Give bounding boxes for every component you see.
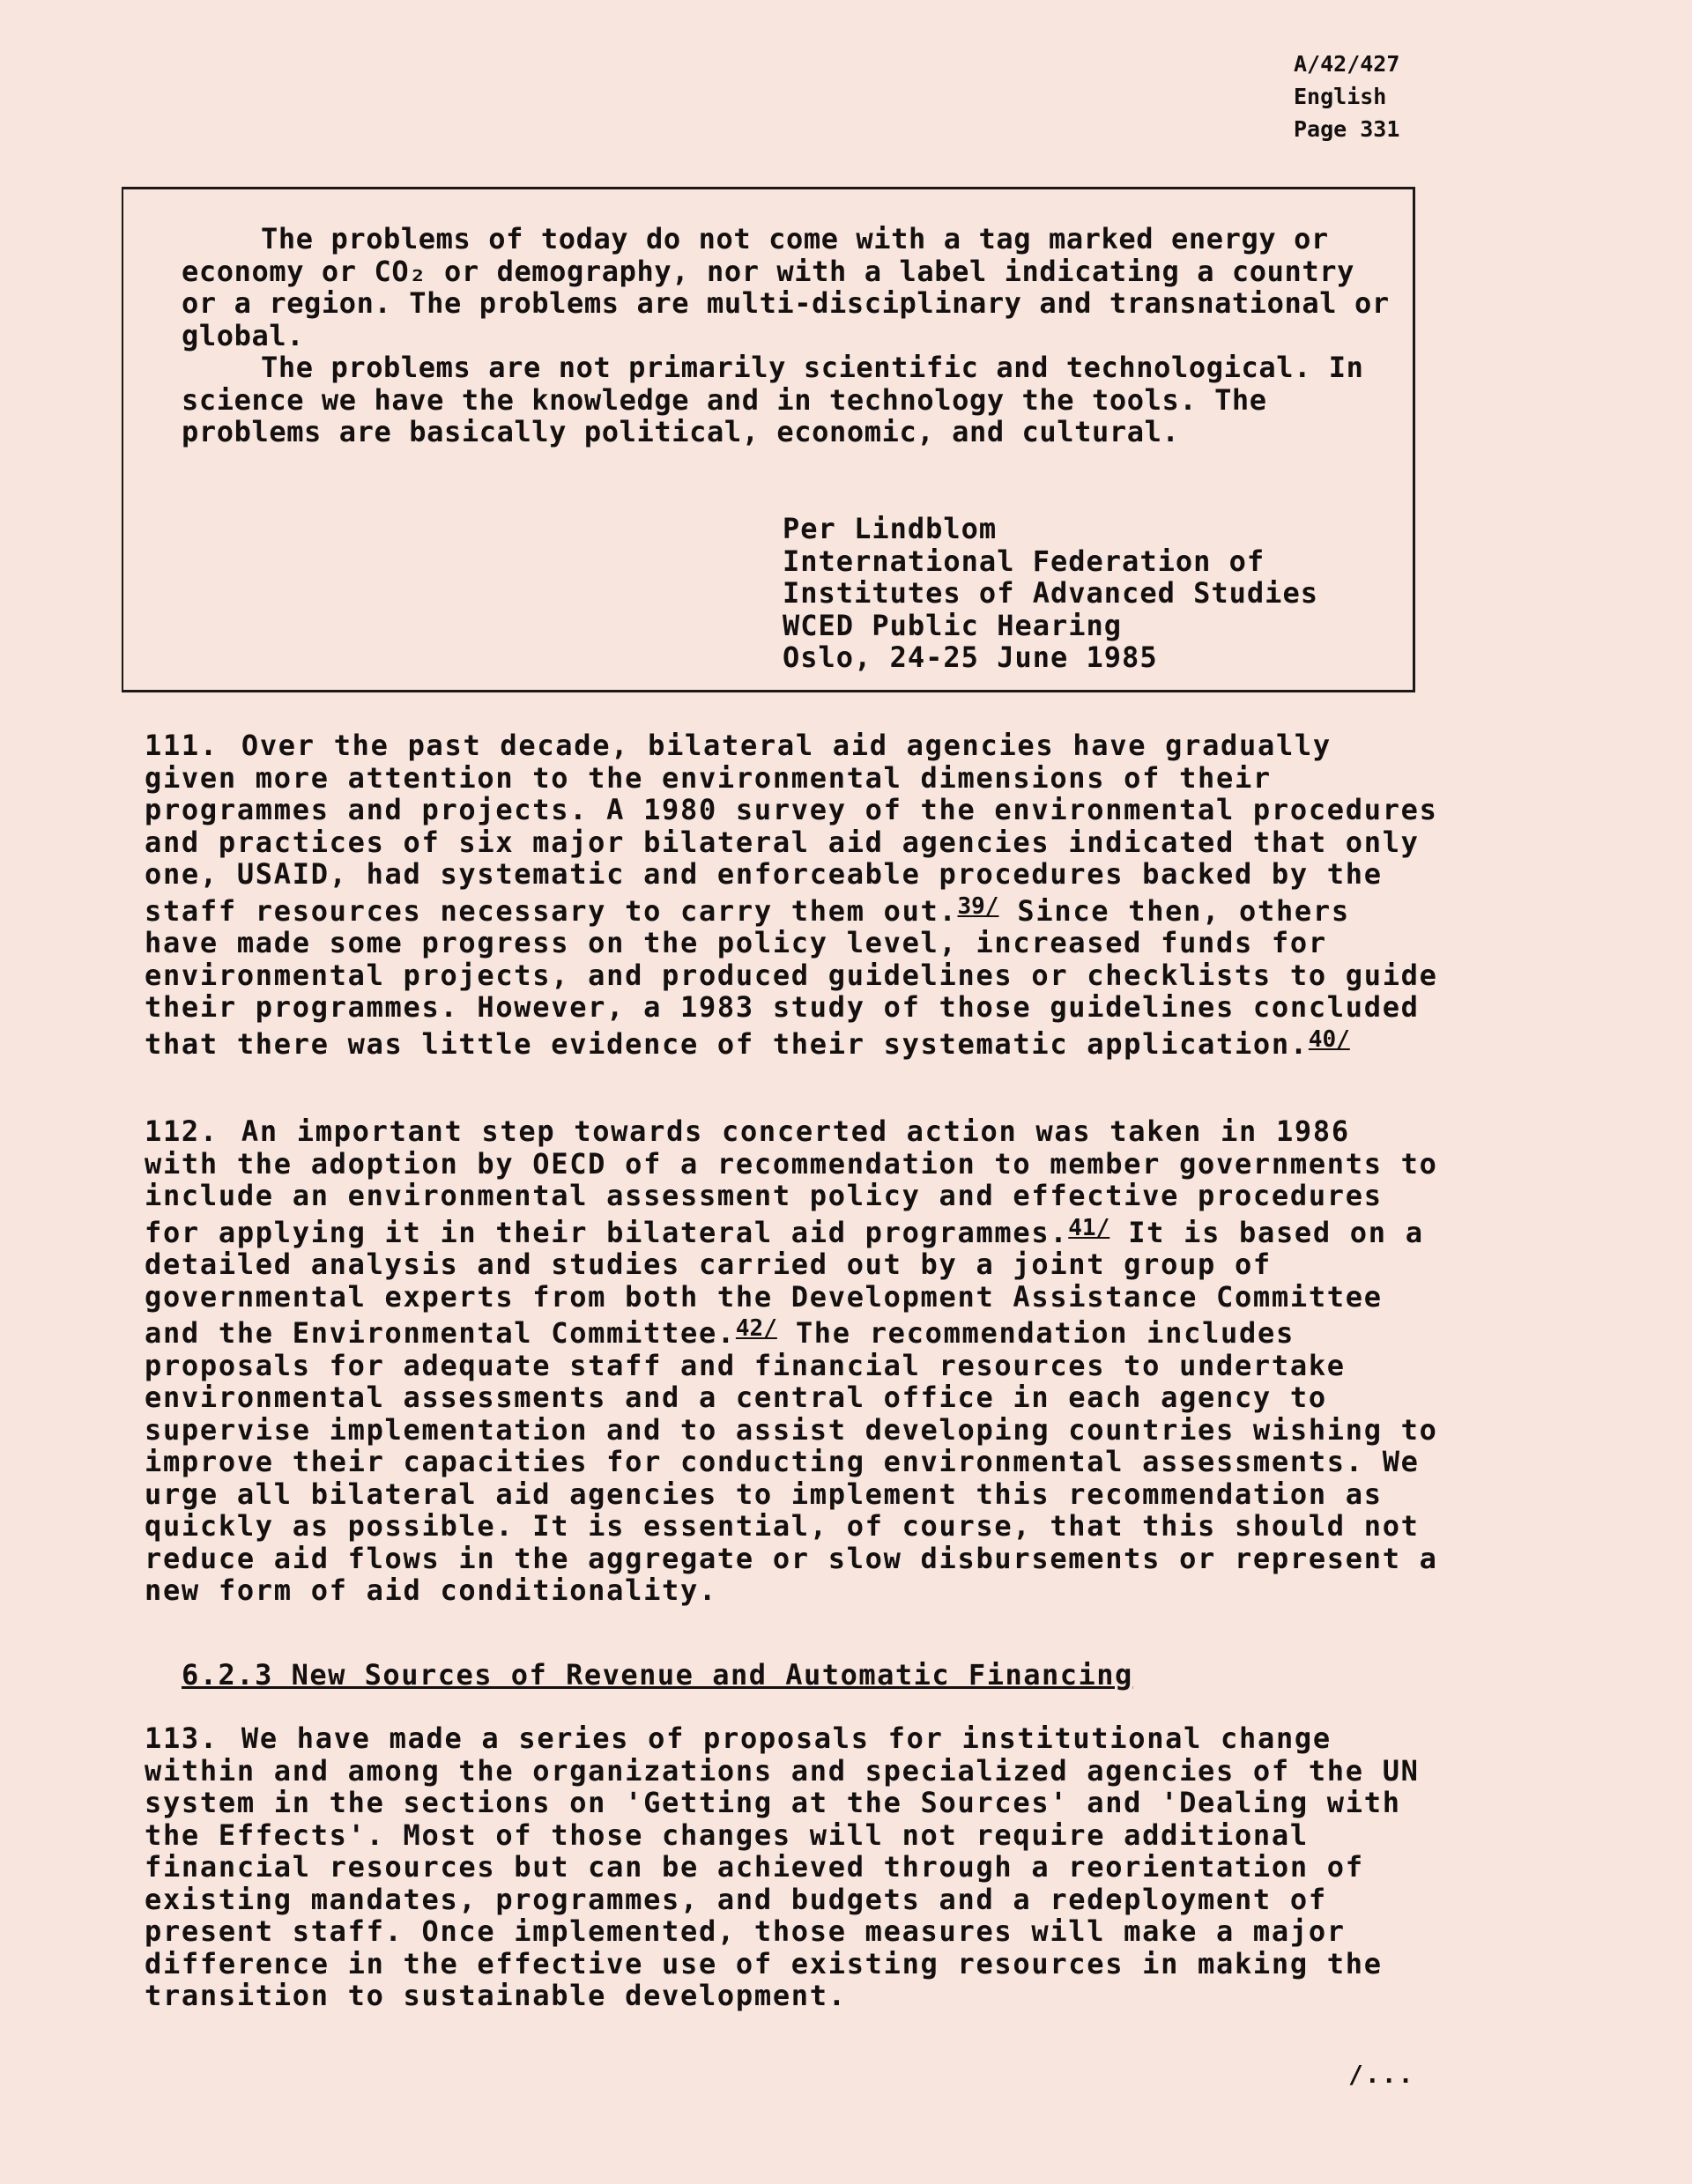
footnote-ref-40[interactable]: 40/: [1308, 1025, 1350, 1053]
paragraph-113: [145, 1722, 1440, 2012]
paragraph-text: It is based on a detailed analysis and studies carried out by a joint group of governmental experts from both the Development Assistance Committee and the Environmental Committee.: [145, 1215, 1424, 1350]
document-header: [1294, 48, 1399, 145]
continuation-mark: /...: [1348, 2060, 1415, 2089]
attribution-org-line-2: Institutes of Advanced Studies: [783, 576, 1318, 610]
section-heading: 6.2.3 New Sources of Revenue and Automatic Financing: [182, 1658, 1133, 1692]
paragraph-text: The recommendation includes proposals for adequate staff and financial resources to undertake environmental assessments and a central office in each agency to supervise implementation and to assist developing countries wishing to improve their capacities for conducting environmental assessments. We urge all bilateral aid agencies to implement this recommendation as quickly as possible. It is essential, of course, that this should not reduce aid flows in the aggregate or slow disbursements or represent a new form of aid conditionality.: [145, 1316, 1438, 1607]
quotation-box: [122, 187, 1415, 692]
paragraph-number: 111.: [145, 729, 219, 762]
quotation-text: [182, 223, 1398, 448]
quotation-attribution: [783, 513, 1318, 674]
paragraph-text: Since then, others have made some progress on the policy level, increased funds for environmental projects, and produced guidelines or checklists to guide their programmes. However, a 1983 study of those guidelines concluded that there was little evidence of their systematic application.: [145, 893, 1438, 1061]
paragraph-text: An important step towards concerted action was taken in 1986 with the adoption by OECD of a recommendation to member governments to include an environmental assessment policy and effective procedures for applying it in their bilateral aid programmes.: [145, 1114, 1438, 1249]
footnote-ref-41[interactable]: 41/: [1068, 1214, 1110, 1241]
page-number: Page 331: [1294, 116, 1400, 142]
quotation-paragraph-2: The problems are not primarily scientific and technological. In science we have the knowledge and in technology the tools. The problems are basically political, economic, and cultural.: [182, 351, 1364, 448]
paragraph-number: 112.: [145, 1114, 219, 1148]
attribution-org-line-1: International Federation of: [783, 544, 1265, 578]
attribution-event: WCED Public Hearing: [783, 608, 1123, 642]
footnote-ref-42[interactable]: 42/: [735, 1315, 777, 1342]
paragraph-number: 113.: [145, 1721, 219, 1755]
document-language: English: [1294, 84, 1387, 109]
document-symbol: A/42/427: [1294, 51, 1400, 77]
paragraph-111: [145, 729, 1440, 1060]
paragraph-text: Over the past decade, bilateral aid agencies have gradually given more attention to the environmental dimensions of their programmes and projects. A 1980 survey of the environmental procedures and practices of six major bilateral aid agencies indicated that only one, USAID, had systematic and enforceable procedures backed by the staff resources necessary to carry them out.: [145, 729, 1438, 928]
attribution-name: Per Lindblom: [783, 512, 998, 545]
paragraph-text: We have made a series of proposals for institutional change within and among the organizations and specialized agencies of the UN system in the sections on 'Getting at the Sources' and 'Dealing with the Effects'. Most of those changes will not require additional financial resources but can be achieved through a reorientation of existing mandates, programmes, and budgets and a redeployment of present staff. Once implemented, those measures will make a major difference in the effective use of existing resources in making the transition to sustainable development.: [145, 1721, 1420, 2012]
attribution-place-date: Oslo, 24-25 June 1985: [783, 640, 1158, 674]
paragraph-112: [145, 1115, 1440, 1607]
quotation-paragraph-1: The problems of today do not come with a tag marked energy or economy or CO₂ or demography, nor with a label indicating a country or a region. The problems are multi-disciplinary and transnational or global.: [182, 222, 1390, 352]
footnote-ref-39[interactable]: 39/: [957, 892, 999, 920]
